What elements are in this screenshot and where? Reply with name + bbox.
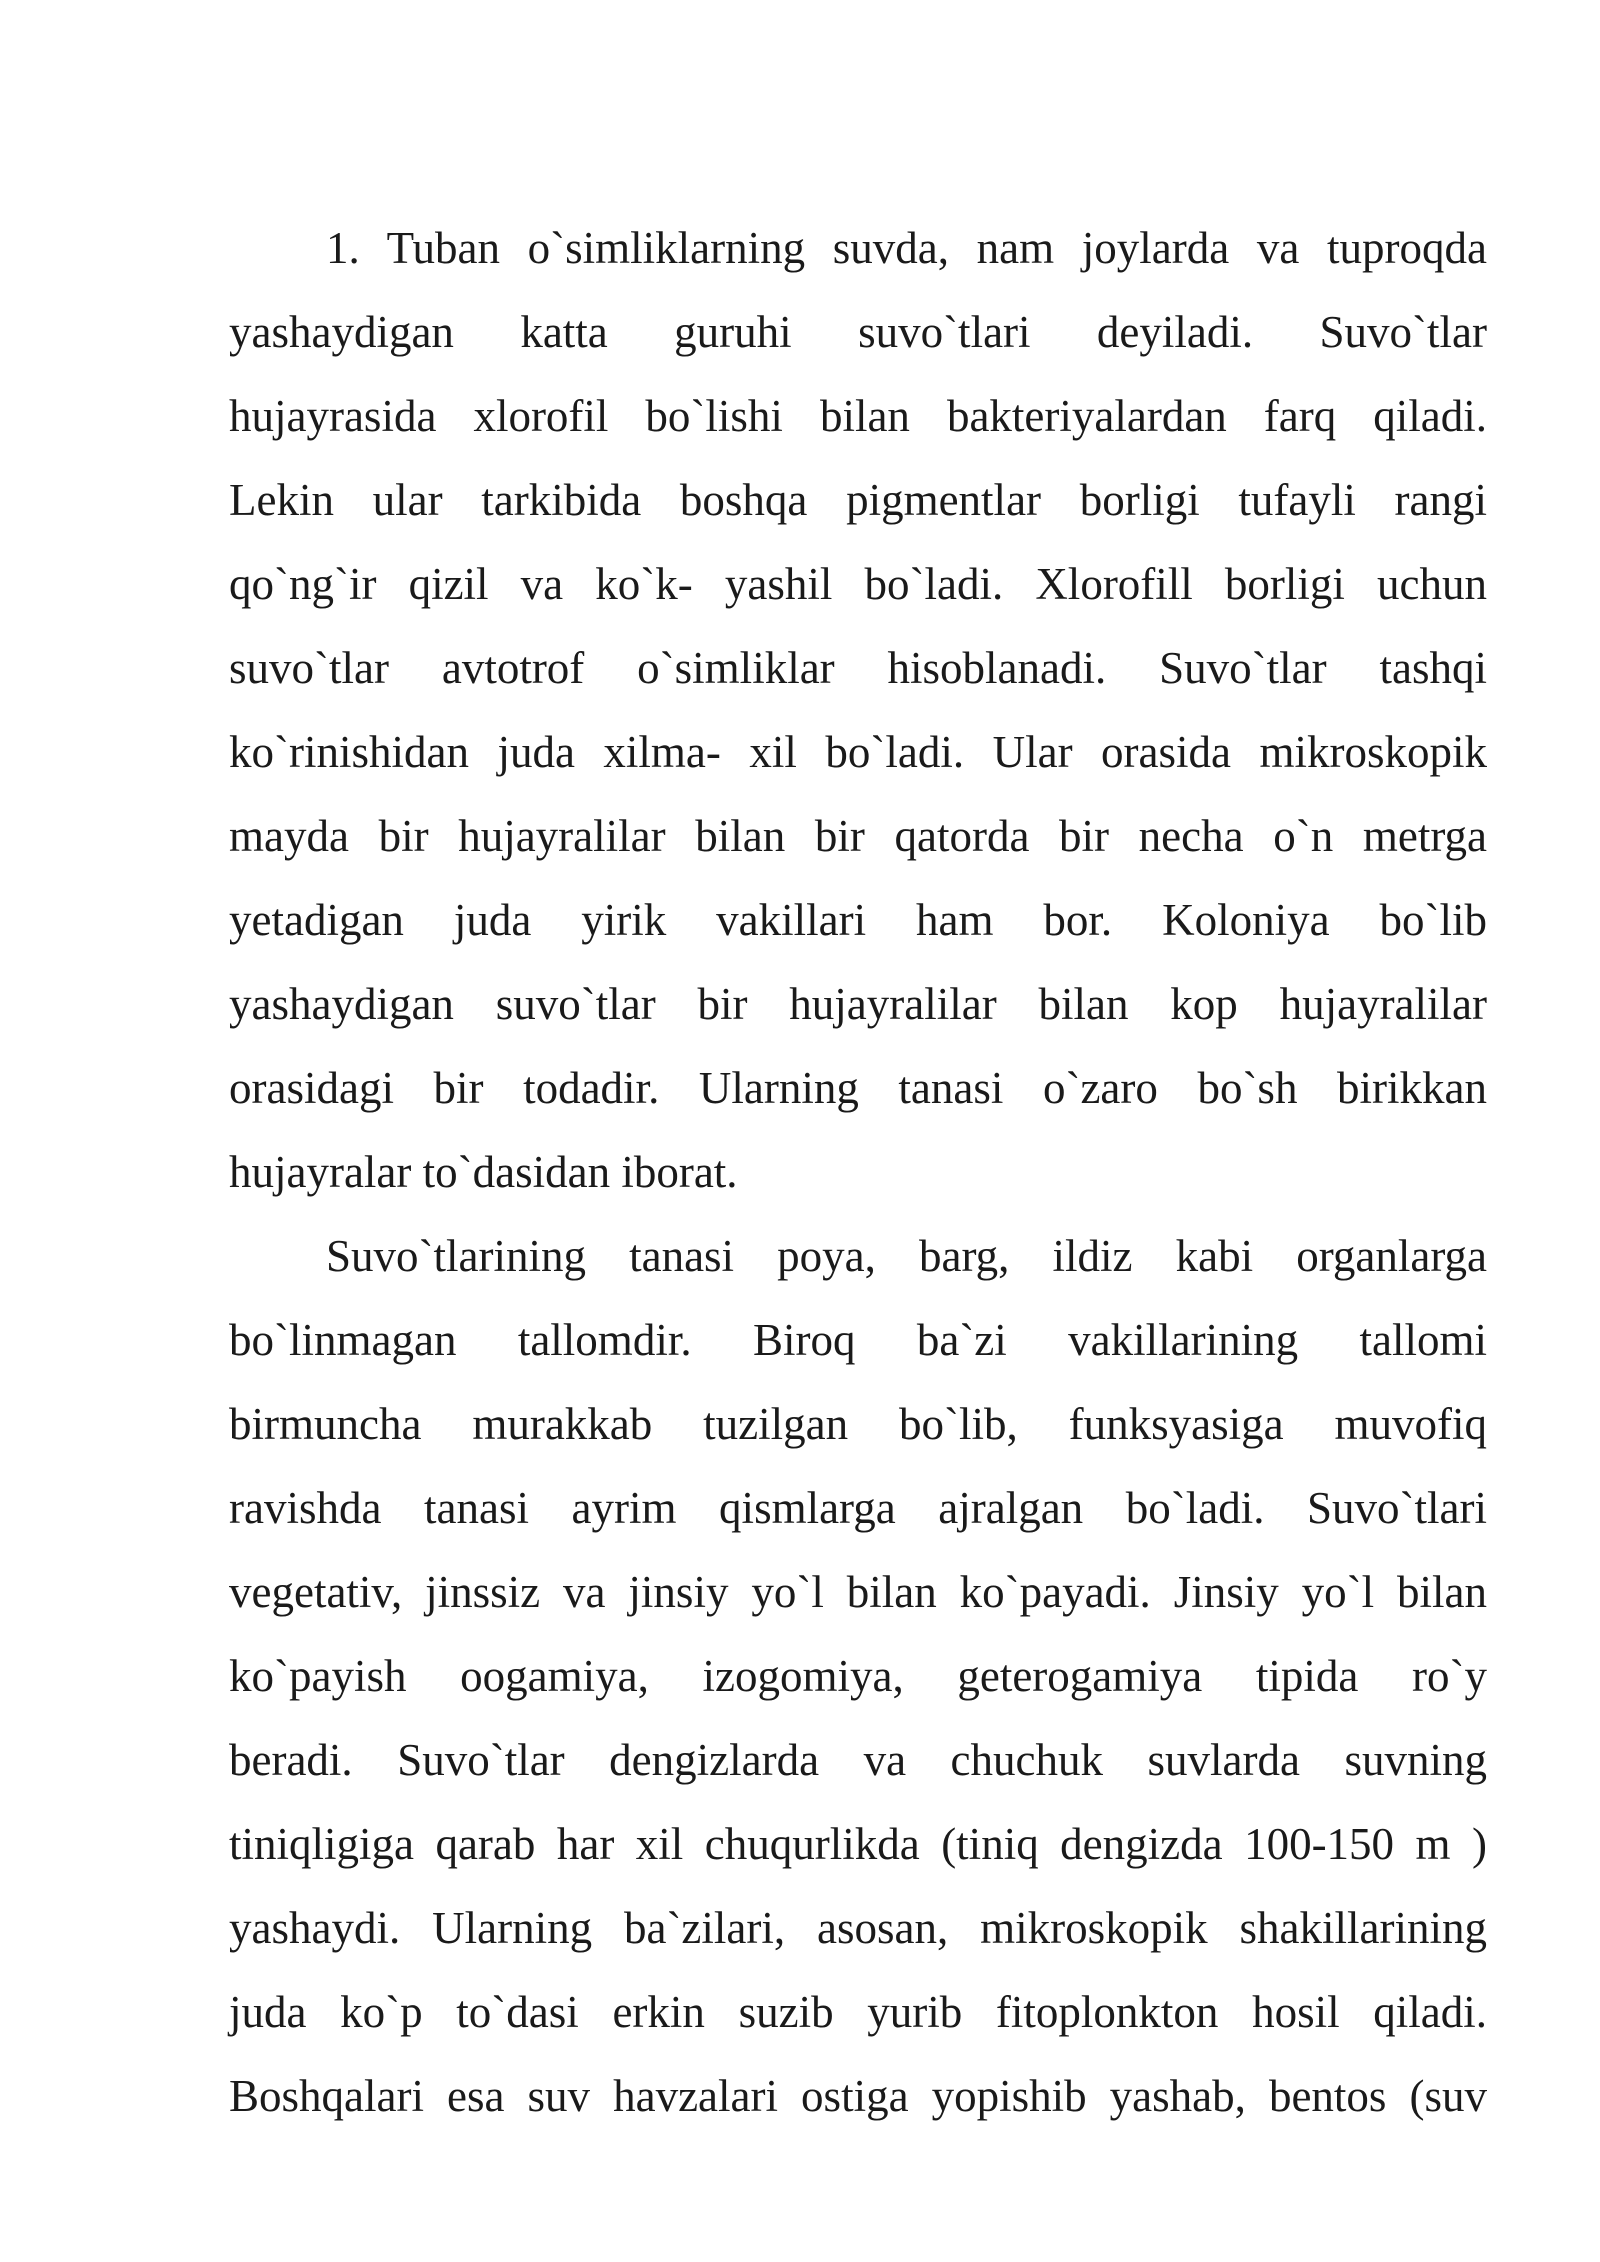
paragraph-line: Boshqalari esa suv havzalari ostiga yopishib yashab, bentos (suv bbox=[229, 2071, 1487, 2121]
paragraph-line: yashaydi. Ularning ba`zilari, asosan, mikroskopik shakillarining bbox=[229, 1903, 1487, 1953]
paragraph-line: mayda bir hujayralilar bilan bir qatorda bir necha o`n metrga bbox=[229, 811, 1487, 861]
paragraph-line: hujayrasida xlorofil bo`lishi bilan bakteriyalardan farq qiladi. bbox=[229, 391, 1487, 441]
paragraph-line: vegetativ, jinssiz va jinsiy yo`l bilan ko`payadi. Jinsiy yo`l bilan bbox=[229, 1567, 1487, 1617]
paragraph-line: ko`rinishidan juda xilma- xil bo`ladi. Ular orasida mikroskopik bbox=[229, 727, 1487, 777]
paragraph-line: beradi. Suvo`tlar dengizlarda va chuchuk suvlarda suvning bbox=[229, 1735, 1487, 1785]
paragraph-line: tiniqligiga qarab har xil chuqurlikda (tiniq dengizda 100-150 m ) bbox=[229, 1819, 1487, 1869]
paragraph-1 bbox=[229, 206, 1487, 1214]
paragraph-line: ravishda tanasi ayrim qismlarga ajralgan bo`ladi. Suvo`tlari bbox=[229, 1483, 1487, 1533]
paragraph-line: Lekin ular tarkibida boshqa pigmentlar borligi tufayli rangi bbox=[229, 475, 1487, 525]
paragraph-line: birmuncha murakkab tuzilgan bo`lib, funksyasiga muvofiq bbox=[229, 1399, 1487, 1449]
paragraph-line: Suvo`tlarining tanasi poya, barg, ildiz kabi organlarga bbox=[326, 1231, 1487, 1281]
document-body bbox=[229, 206, 1487, 2138]
paragraph-line: juda ko`p to`dasi erkin suzib yurib fitoplonkton hosil qiladi. bbox=[229, 1987, 1487, 2037]
paragraph-2 bbox=[229, 1214, 1487, 2138]
paragraph-line: bo`linmagan tallomdir. Biroq ba`zi vakillarining tallomi bbox=[229, 1315, 1487, 1365]
paragraph-line: yashaydigan katta guruhi suvo`tlari deyiladi. Suvo`tlar bbox=[229, 307, 1487, 357]
paragraph-line: 1. Tuban o`simliklarning suvda, nam joylarda va tuproqda bbox=[326, 223, 1487, 273]
paragraph-line: yetadigan juda yirik vakillari ham bor. Koloniya bo`lib bbox=[229, 895, 1487, 945]
paragraph-line: qo`ng`ir qizil va ko`k- yashil bo`ladi. Xlorofill borligi uchun bbox=[229, 559, 1487, 609]
paragraph-line: orasidagi bir todadir. Ularning tanasi o`zaro bo`sh birikkan bbox=[229, 1063, 1487, 1113]
paragraph-line: ko`payish oogamiya, izogomiya, geterogamiya tipida ro`y bbox=[229, 1651, 1487, 1701]
paragraph-line: hujayralar to`dasidan iborat. bbox=[229, 1147, 738, 1197]
paragraph-line: suvo`tlar avtotrof o`simliklar hisoblanadi. Suvo`tlar tashqi bbox=[229, 643, 1487, 693]
paragraph-line: yashaydigan suvo`tlar bir hujayralilar bilan kop hujayralilar bbox=[229, 979, 1487, 1029]
